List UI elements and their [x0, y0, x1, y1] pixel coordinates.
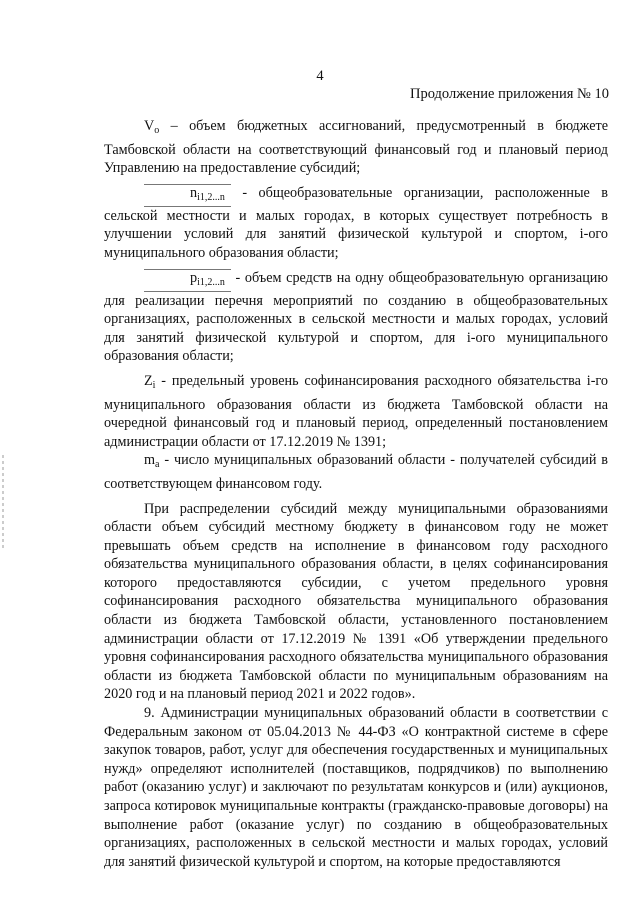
- paragraph-9: 9. Администрации муниципальных образований области в соответствии с Федеральным законом от 05.04.2013 № 44-ФЗ «О контрактной системе в сфере закупок товаров, работ, услуг для обеспечения государственных и муниципальных нужд» определяют исполнителей (поставщиков, подрядчиков) по выполнению работ (оказанию услуг) и заключают по результатам конкурсов и (или) аукционов, запроса котировок муниципальные контракты (гражданско-правовые договоры) на выполнение работ (оказание услуг) по созданию в общеобразовательных организациях, расположенных в сельской местности и малых городах, условий для занятий физической культурой и спортом, на которые предоставляются: [104, 705, 608, 870]
- paragraph-distribution: При распределении субсидий между муниципальными образованиями области объем субсидий местному бюджету в финансовом году не может превышать объем средств на исполнение в финансовом году расходного обязательства муниципального образования области, в целях софинансирования которого предоставляются субсидии, с учетом предельного уровня софинансирования расходного обязательства муниципального образования области из бюджета Тамбовской области, установленного постановлением администрации области от 17.12.2019 № 1391 «Об утверждении предельного уровня софинансирования расходного обязательства муниципального образования области из бюджета Тамбовской области по муниципальным образованиям на 2020 год и на плановый период 2021 и 2022 годов».: [104, 500, 608, 703]
- subscript-z: i: [152, 379, 156, 391]
- symbol-z: Z: [144, 372, 153, 389]
- definition-z: [104, 372, 608, 451]
- definition-n-text: - общеобразовательные организации, расположенные в сельской местности и малых городах, в которых существует потребность в улучшении условий для занятий физической культурой и спортом, i-ого муниципального образования области;: [104, 184, 608, 261]
- definition-v0-text: – объем бюджетных ассигнований, предусмотренный в бюджете Тамбовской области на соответствующий финансовый год и плановый период Управлению на предоставление субсидий;: [104, 118, 608, 177]
- margin-stamp-mark: [2, 455, 4, 550]
- definition-z-text: - предельный уровень софинансирования расходного обязательства i-го муниципального образования области из бюджета Тамбовской области на очередной финансовый год и плановый период, определенный постановлением администрации области от 17.12.2019 № 1391;: [104, 372, 608, 450]
- symbol-m: m: [144, 452, 156, 469]
- definition-v0: [104, 117, 608, 178]
- definition-m-text: - число муниципальных образований области - получателей субсидий в соответствующем финансовом году.: [104, 452, 608, 492]
- document-body: [104, 117, 608, 871]
- symbol-p: p: [190, 269, 198, 286]
- definition-m: [104, 451, 608, 493]
- symbol-p-box: [144, 269, 231, 292]
- subscript-n: i1,2...n: [197, 191, 225, 203]
- subscript-o: о: [154, 125, 160, 136]
- symbol-n: n: [190, 184, 198, 201]
- page-number: 4: [316, 68, 324, 84]
- definition-p: [104, 269, 608, 366]
- definition-n: [104, 184, 608, 263]
- symbol-n-box: [144, 184, 231, 207]
- subscript-m: a: [155, 459, 160, 471]
- symbol-v: V: [144, 118, 155, 134]
- definition-p-text: - объем средств на одну общеобразовательную организацию для реализации перечня мероприятий по созданию в общеобразовательных организациях, расположенных в сельской местности и малых городах, условий для занятий физической культурой и спортом, для i-ого муниципального образования области;: [104, 269, 608, 365]
- subscript-p: i1,2...n: [197, 276, 225, 288]
- continuation-header: Продолжение приложения № 10: [410, 86, 609, 102]
